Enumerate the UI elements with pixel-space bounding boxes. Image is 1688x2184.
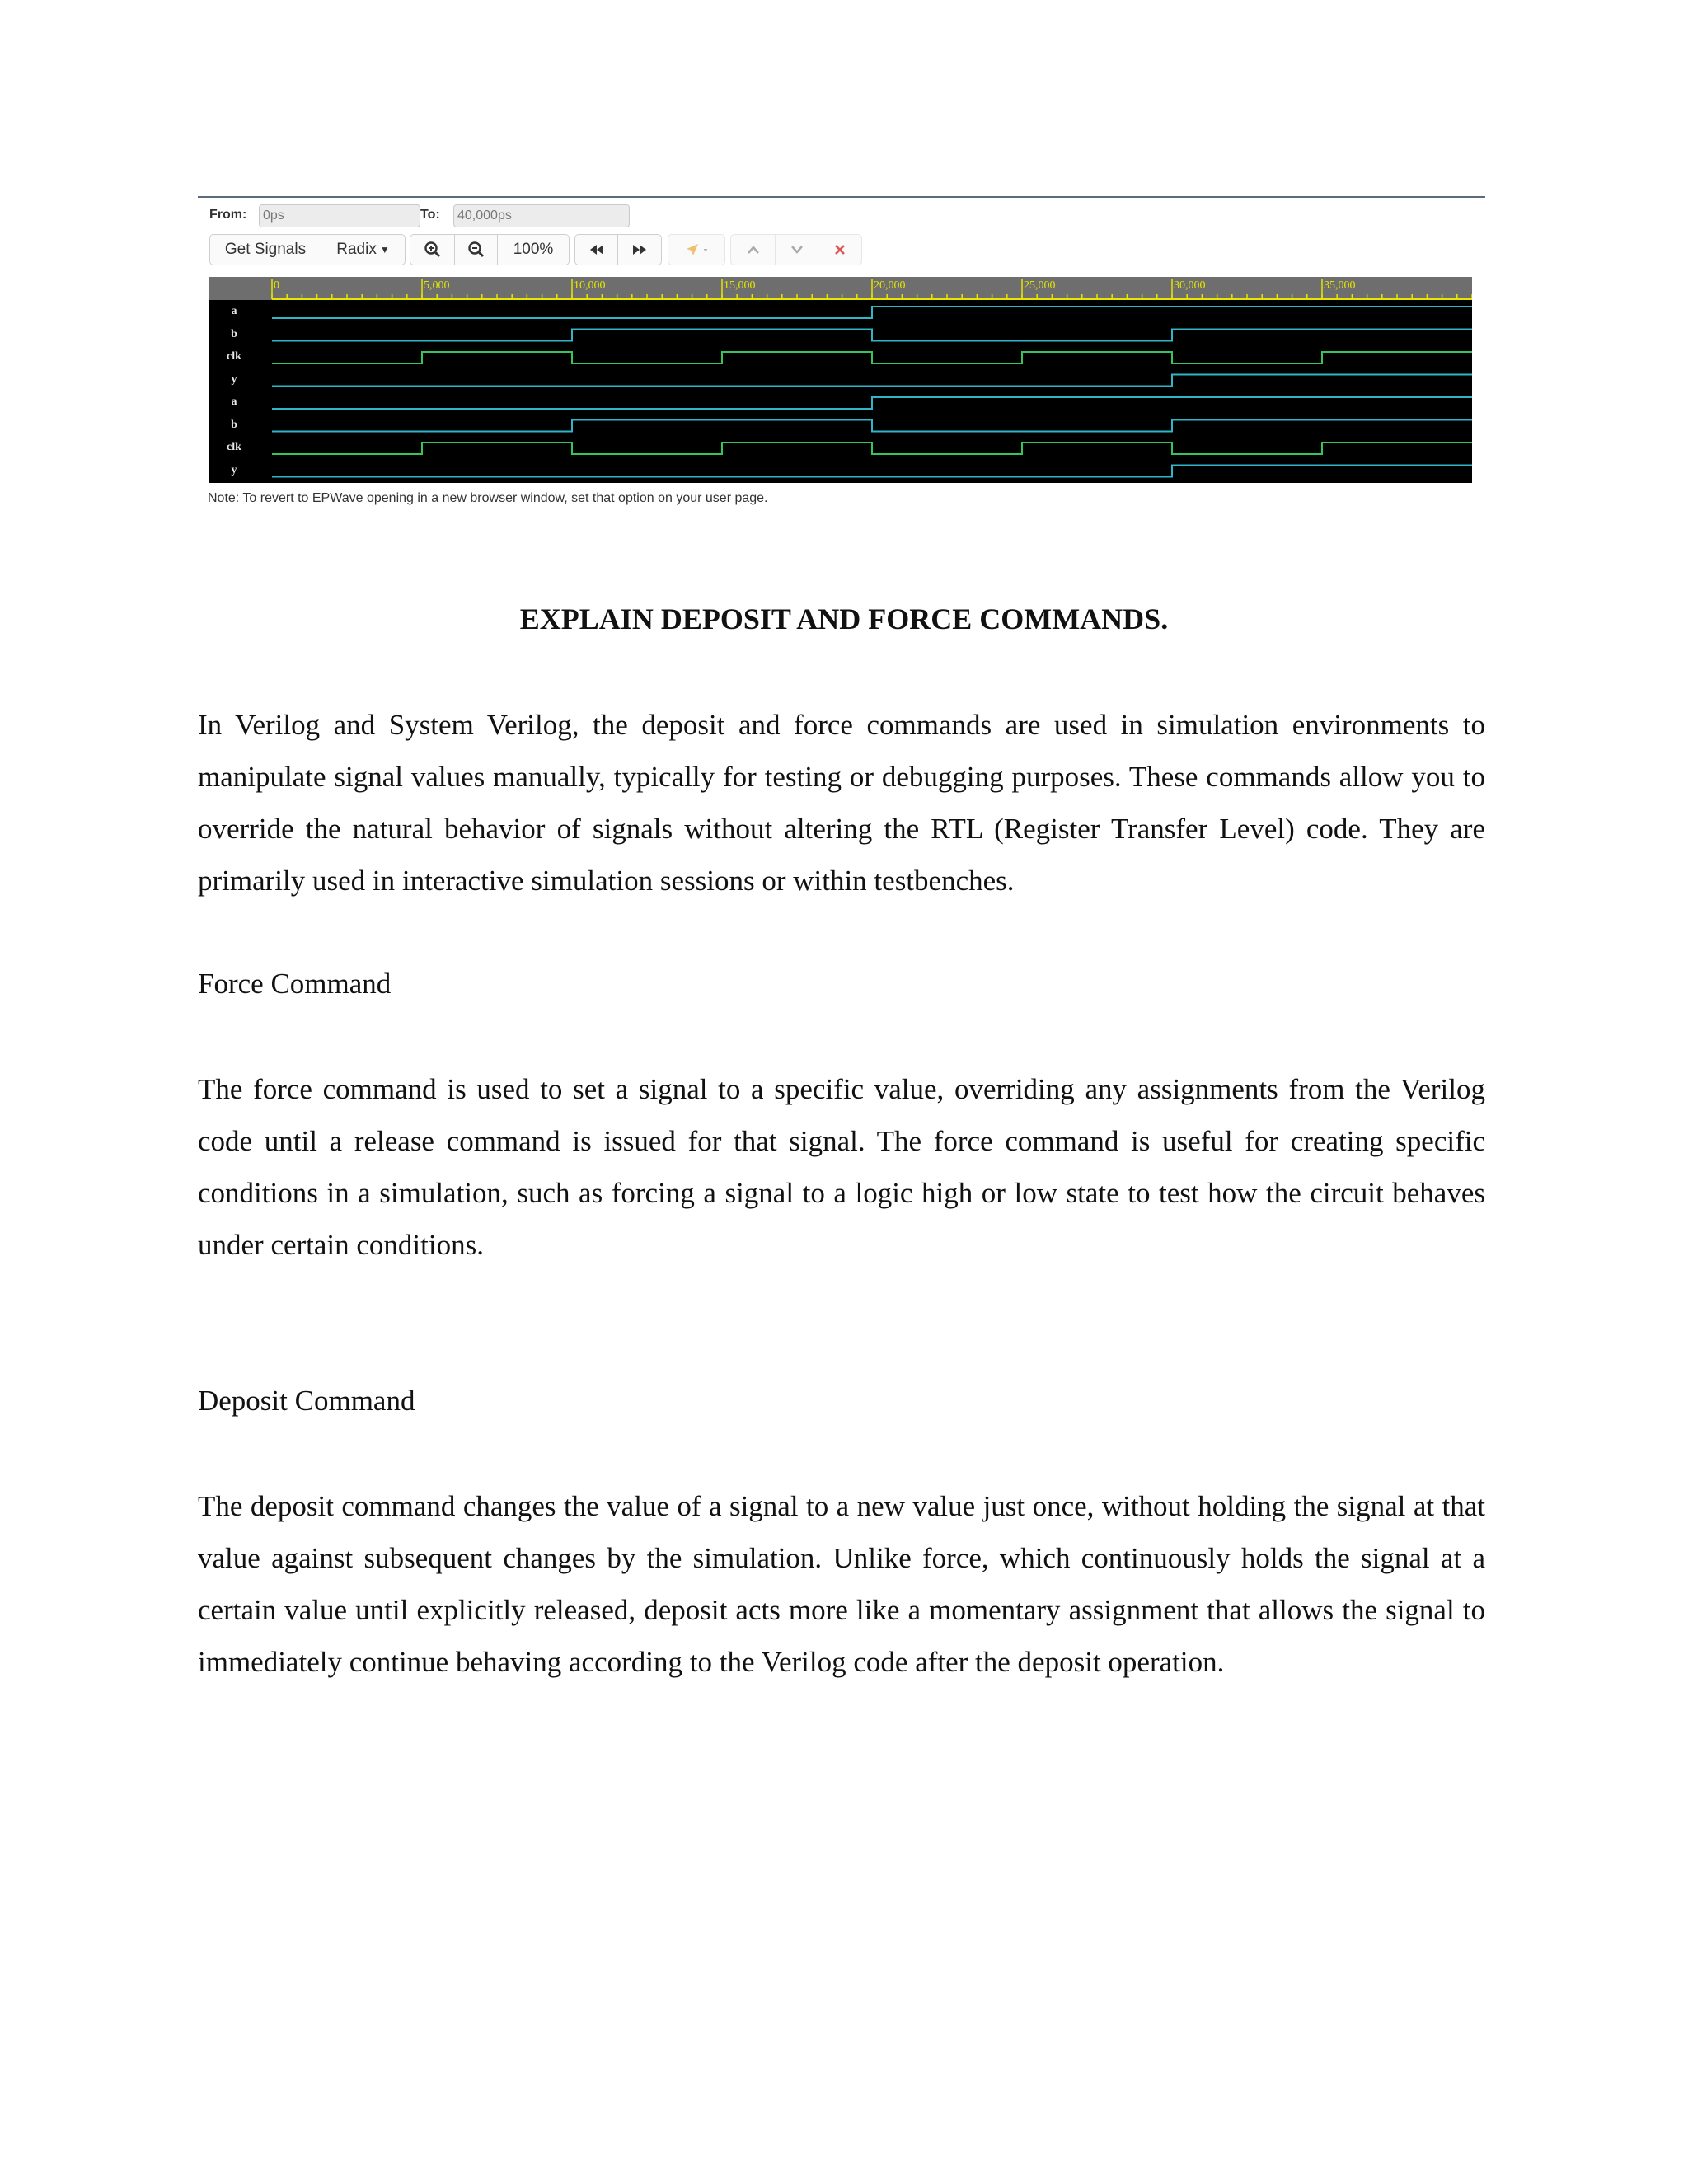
rewind-button[interactable] [575, 235, 618, 265]
from-label: From: [209, 208, 247, 222]
ruler-tick-label: 35,000 [1324, 279, 1356, 292]
ruler-tick-label: 15,000 [724, 279, 756, 292]
ruler-tick-label: 25,000 [1024, 279, 1056, 292]
waveform-clk [272, 443, 1472, 454]
timeline-ruler [209, 277, 1472, 300]
waveform-b [272, 420, 1472, 432]
caret-down-icon: ▼ [379, 244, 390, 255]
next-edge-button[interactable] [776, 235, 818, 265]
waveform-canvas [209, 277, 1472, 483]
signal-name-y[interactable]: y [231, 373, 237, 386]
zoom-in-button[interactable] [410, 235, 455, 265]
navigation-group [574, 234, 662, 265]
signals-group [209, 234, 406, 265]
ruler-tick-label: 20,000 [874, 279, 906, 292]
force-heading: Force Command [198, 968, 392, 1000]
signal-name-b[interactable]: b [231, 327, 237, 340]
chevron-up-icon [746, 245, 761, 255]
signal-names [209, 300, 272, 483]
signal-name-y[interactable]: y [231, 463, 237, 476]
from-input[interactable]: 0ps [259, 204, 420, 227]
get-signals-button[interactable] [210, 235, 321, 265]
ruler-tick-label: 0 [274, 279, 279, 292]
radix-dropdown[interactable] [321, 235, 405, 265]
top-divider [198, 196, 1485, 198]
signal-name-clk[interactable]: clk [227, 350, 241, 363]
waveform-a [272, 307, 1472, 318]
close-button[interactable] [818, 235, 861, 265]
zoom-group [410, 234, 570, 265]
fast-forward-icon [631, 243, 648, 256]
waveform-y [272, 466, 1472, 477]
signal-name-a[interactable]: a [231, 396, 237, 408]
signal-name-b[interactable]: b [231, 418, 237, 431]
waveform-b [272, 330, 1472, 341]
to-input[interactable]: 40,000ps [453, 204, 630, 227]
close-icon [834, 244, 846, 255]
deposit-paragraph: The deposit command changes the value of a signal to a new value just once, without holding the signal at that value against subsequent changes by the simulation. Unlike force, which continuously holds the signal at a certain value until explicitly released, deposit acts more like a momentary assignment that allows the signal to immediately continue behaving according to the Verilog code after the deposit operation. [198, 1490, 1485, 1678]
epwave-viewer [198, 196, 1485, 518]
intro-paragraph: In Verilog and System Verilog, the deposit and force commands are used in simulation environments to manipulate signal values manually, typically for testing or debugging purposes. These commands allow you to override the natural behavior of signals without altering the RTL (Register Transfer Level) code. They are primarily used in interactive simulation sessions or within testbenches. [198, 709, 1485, 897]
to-label: To: [420, 208, 440, 222]
signal-name-a[interactable]: a [231, 305, 237, 317]
ruler-tick-label: 30,000 [1174, 279, 1206, 292]
zoom-out-icon [467, 241, 485, 259]
ruler-tick-label: 5,000 [424, 279, 450, 292]
edge-navigation-group [730, 234, 862, 265]
fast-forward-button[interactable] [618, 235, 661, 265]
ruler-tick-label: 10,000 [574, 279, 606, 292]
fast-backward-icon [588, 243, 605, 256]
radix-label: Radix [336, 241, 377, 258]
zoom-out-button[interactable] [455, 235, 498, 265]
marker-button[interactable] [668, 235, 724, 265]
dropdown-dash-icon: - [703, 242, 708, 256]
zoom-level-display[interactable] [498, 235, 569, 265]
document-title: EXPLAIN DEPOSIT AND FORCE COMMANDS. [519, 602, 1169, 635]
force-paragraph: The force command is used to set a signal to a specific value, overriding any assignments from the Verilog code until a release command is issued for that signal. The force command is useful for creating specific conditions in a simulation, such as forcing a signal to a logic high or low state to test how the circuit behaves under certain conditions. [198, 1073, 1485, 1261]
waveform-a [272, 397, 1472, 409]
marker-dropdown[interactable] [668, 234, 725, 265]
waveform-clk [272, 352, 1472, 363]
previous-edge-button[interactable] [731, 235, 776, 265]
epwave-note: Note: To revert to EPWave opening in a new browser window, set that option on your user page. [208, 491, 768, 505]
signal-name-clk[interactable]: clk [227, 441, 241, 453]
chevron-down-icon [790, 245, 804, 255]
waveform-y [272, 375, 1472, 387]
deposit-heading: Deposit Command [198, 1385, 415, 1417]
waveform-panel[interactable] [209, 277, 1472, 483]
get-signals-label: Get Signals [224, 241, 307, 258]
pointer-icon [685, 242, 700, 257]
zoom-level-label: 100% [513, 241, 554, 258]
zoom-in-icon [424, 241, 442, 259]
